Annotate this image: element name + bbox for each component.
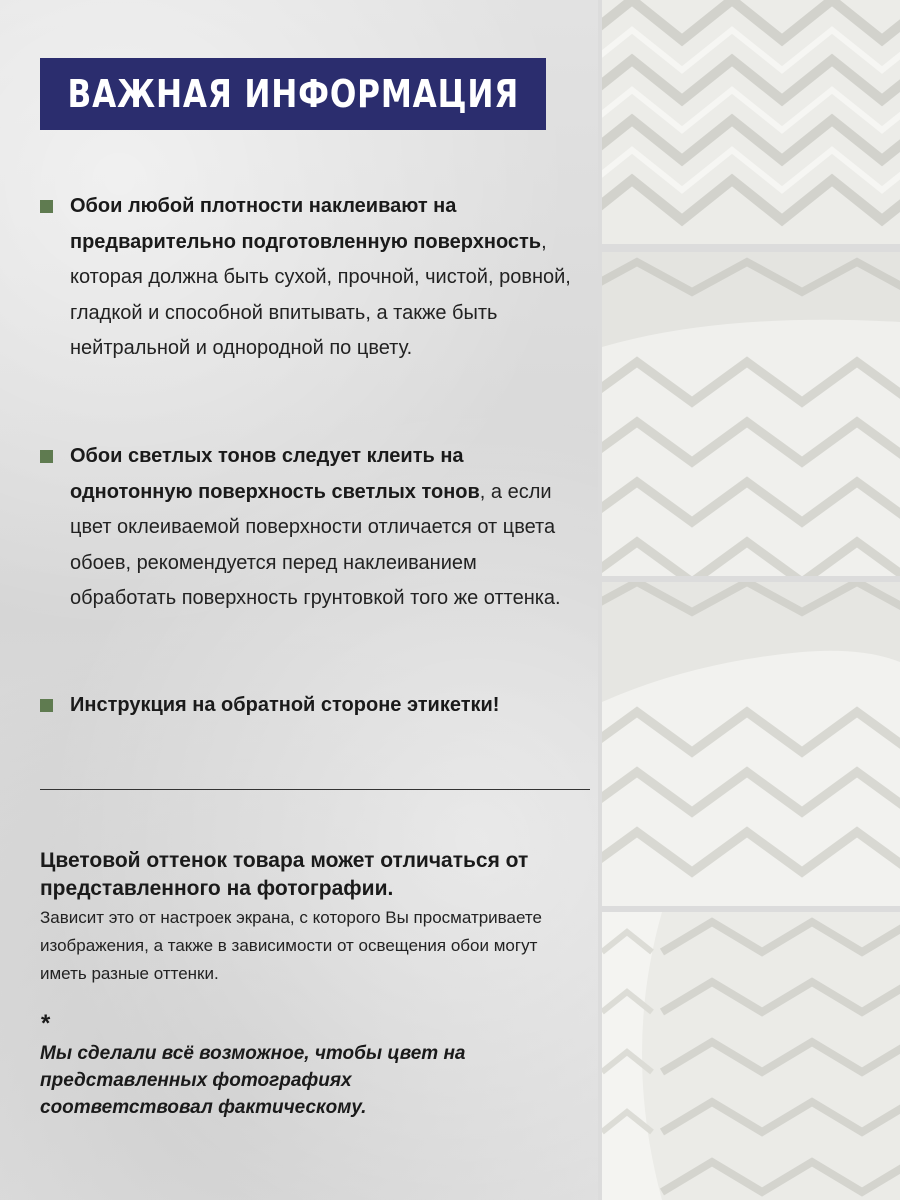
- page-title: ВАЖНАЯ ИНФОРМАЦИЯ: [67, 72, 519, 116]
- chevron-pattern-image: [602, 0, 900, 244]
- bullet-text: [70, 688, 588, 724]
- square-bullet-icon: [40, 200, 53, 213]
- wallpaper-roll-image: [602, 252, 900, 576]
- note-heading: Цветовой оттенок товара может отличаться от представленного на фотографии.: [40, 849, 529, 900]
- wallpaper-roll-photo: [602, 582, 900, 906]
- wallpaper-roll-photo: [602, 252, 900, 576]
- title-banner: [40, 58, 546, 130]
- bullet-item: [40, 688, 588, 724]
- bullet-item: [40, 439, 588, 617]
- square-bullet-icon: [40, 450, 53, 463]
- square-bullet-icon: [40, 699, 53, 712]
- bullet-bold-text: Обои светлых тонов следует клеить на однотонную поверхность светлых тонов: [70, 445, 480, 503]
- bullet-bold-text: Инструкция на обратной стороне этикетки!: [70, 694, 500, 716]
- wallpaper-roll-image: [602, 582, 900, 906]
- wallpaper-roll-photo: [602, 912, 900, 1200]
- bullet-normal-text: , которая должна быть сухой, прочной, чистой, ровной, гладкой и способной впитывать, а также быть нейтральной и однородной по цвету.: [70, 230, 571, 359]
- bullet-normal-text: , а если цвет оклеиваемой поверхности отличается от цвета обоев, рекомендуется перед наклеиванием обработать поверхность грунтовкой того же оттенка.: [70, 480, 561, 609]
- note-body: Зависит это от настроек экрана, с которого Вы просматриваете изображения, а также в зависимости от освещения обои могут иметь разные оттенки.: [40, 908, 542, 983]
- bullet-item: [40, 189, 588, 367]
- bullet-text: [70, 439, 588, 617]
- divider: [40, 789, 590, 790]
- wallpaper-roll-image: [602, 912, 900, 1200]
- asterisk: *: [40, 1010, 50, 1037]
- wallpaper-photo: [602, 0, 900, 244]
- bullet-bold-text: Обои любой плотности наклеивают на предварительно подготовленную поверхность: [70, 195, 542, 253]
- bullet-text: [70, 189, 588, 367]
- disclaimer: Мы сделали всё возможное, чтобы цвет на представленных фотографиях соответствовал фактическому.: [40, 1043, 466, 1118]
